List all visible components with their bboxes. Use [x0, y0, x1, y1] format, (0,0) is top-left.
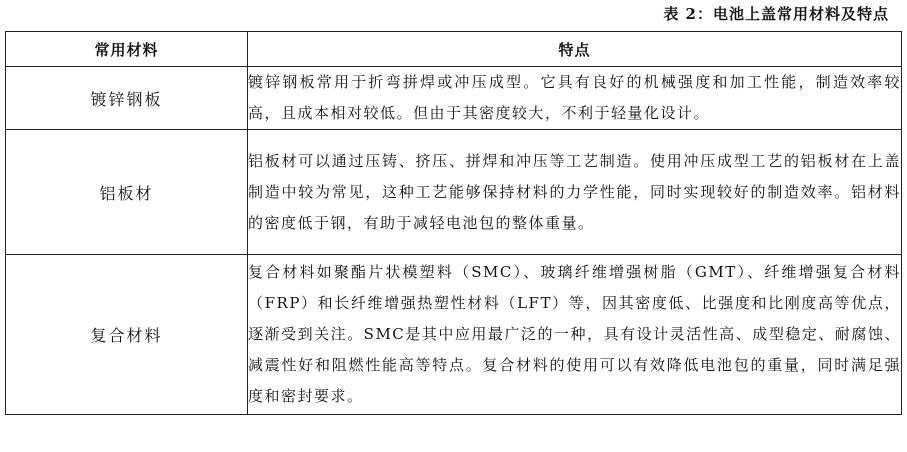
material-name: 镀锌钢板 [6, 67, 248, 130]
material-feature: 复合材料如聚酯片状模塑料（SMC）、玻璃纤维增强树脂（GMT）、纤维增强复合材料（FRP）和长纤维增强热塑性材料（LFT）等，因其密度低、比强度和比刚度高等优点，逐渐受到关注。SMC是其中应用最广泛的一种，具有设计灵活性高、成型稳定、耐腐蚀、减震性好和阻燃性能高等特点。复合材料的使用可以有效降低电池包的重量，同时满足强度和密封要求。 [248, 255, 902, 415]
table-header-row [6, 32, 902, 67]
material-name: 复合材料 [6, 255, 248, 415]
header-material: 常用材料 [6, 32, 248, 67]
material-feature: 铝板材可以通过压铸、挤压、拼焊和冲压等工艺制造。使用冲压成型工艺的铝板材在上盖制造中较为常见，这种工艺能够保持材料的力学性能，同时实现较好的制造效率。铝材料的密度低于钢，有助于减轻电池包的整体重量。 [248, 130, 902, 255]
table-row [6, 67, 902, 130]
materials-table [5, 31, 902, 415]
header-feature: 特点 [248, 32, 902, 67]
table-row [6, 255, 902, 415]
table-caption: 表 2：电池上盖常用材料及特点 [663, 5, 889, 23]
table-row [6, 130, 902, 255]
material-feature: 镀锌钢板常用于折弯拼焊或冲压成型。它具有良好的机械强度和加工性能，制造效率较高，且成本相对较低。但由于其密度较大，不利于轻量化设计。 [248, 67, 902, 130]
material-name: 铝板材 [6, 130, 248, 255]
